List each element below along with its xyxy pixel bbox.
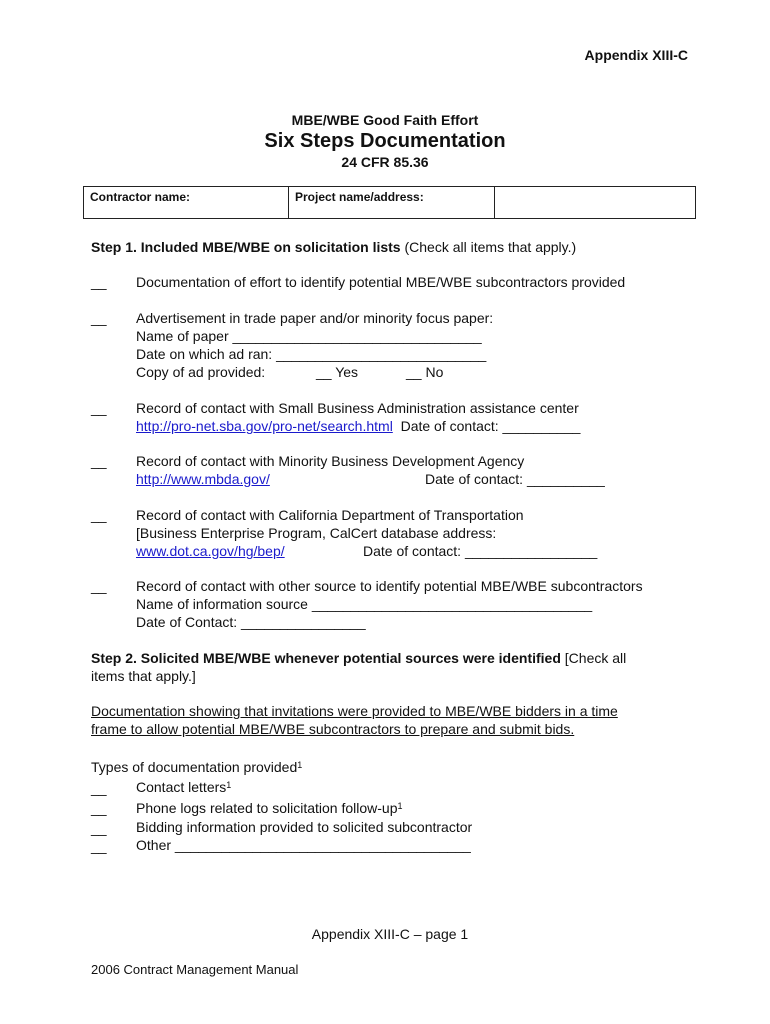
item-advertisement: [136, 309, 726, 381]
sba-link[interactable]: http://pro-net.sba.gov/pro-net/search.html: [136, 418, 393, 434]
option-bidding-information: Bidding information provided to solicited subcontractor: [136, 819, 473, 835]
checkbox-blank[interactable]: __: [91, 453, 107, 469]
checkbox-blank[interactable]: __: [91, 310, 107, 326]
item-caltrans-contact: [136, 506, 726, 560]
checkbox-blank[interactable]: __: [91, 507, 107, 523]
page-number: Appendix XIII-C – page 1: [311, 926, 469, 942]
types-of-documentation: [91, 758, 691, 776]
caltrans-link[interactable]: www.dot.ca.gov/hg/bep/: [136, 543, 285, 559]
item-sba-contact: [136, 399, 726, 435]
sba-date-of-contact: Date of contact: __________: [400, 418, 581, 434]
appendix-label: Appendix XIII-C: [584, 47, 688, 63]
caltrans-line: Record of contact with California Department of Transportation: [136, 507, 524, 523]
other-date-of-contact: Date of Contact: ________________: [136, 614, 366, 630]
title-line-1: MBE/WBE Good Faith Effort: [291, 112, 479, 128]
step1-heading-bold: Step 1. Included MBE/WBE on solicitation lists: [91, 239, 401, 255]
mbda-link[interactable]: http://www.mbda.gov/: [136, 471, 270, 487]
footnote-marker: 1: [226, 780, 232, 790]
contractor-name-cell[interactable]: Contractor name:: [84, 187, 289, 219]
copy-no-option[interactable]: __ No: [406, 364, 444, 380]
copy-yes-option[interactable]: __ Yes: [316, 364, 359, 380]
project-name-cell[interactable]: Project name/address:: [289, 187, 495, 219]
copy-of-ad-label: Copy of ad provided:: [136, 364, 266, 380]
mbda-line: Record of contact with Minority Business Development Agency: [136, 453, 525, 469]
step2-heading: [91, 649, 691, 685]
copy-of-ad-line: [136, 363, 726, 381]
manual-name: 2006 Contract Management Manual: [91, 962, 299, 977]
ad-date-line: Date on which ad ran: ___________________________: [136, 346, 487, 362]
checkbox-blank[interactable]: __: [91, 274, 107, 290]
item-other-source: [136, 577, 726, 631]
option-other: Other ______________________________________: [136, 837, 471, 853]
step1-heading-rest: (Check all items that apply.): [400, 239, 577, 255]
checkbox-blank[interactable]: __: [91, 838, 107, 854]
checkbox-blank[interactable]: __: [91, 820, 107, 836]
footnote-marker: 1: [297, 760, 303, 770]
title-line-3: 24 CFR 85.36: [341, 154, 429, 170]
checkbox-blank[interactable]: __: [91, 578, 107, 594]
step2-heading-rest: [Check all: [560, 650, 627, 666]
advertisement-line: Advertisement in trade paper and/or minority focus paper:: [136, 310, 494, 326]
step1-heading: [91, 238, 691, 256]
option-phone-logs: [136, 799, 726, 817]
step2-heading-bold: Step 2. Solicited MBE/WBE whenever potential sources were identified: [91, 650, 561, 666]
checkbox-blank[interactable]: __: [91, 400, 107, 416]
name-of-paper-line: Name of paper ________________________________: [136, 328, 482, 344]
checkbox-blank[interactable]: __: [91, 800, 107, 816]
documentation-line-2: frame to allow potential MBE/WBE subcontractors to prepare and submit bids.: [91, 721, 575, 737]
phone-logs-label: Phone logs related to solicitation follow-up: [136, 800, 398, 816]
option-contact-letters: [136, 778, 726, 796]
caltrans-date-of-contact: Date of contact: _________________: [363, 543, 598, 559]
info-table: [83, 186, 696, 219]
page-title: Six Steps Documentation: [264, 130, 506, 152]
step2-documentation-text: [91, 702, 691, 738]
item-documentation-effort: Documentation of effort to identify potential MBE/WBE subcontractors provided: [136, 274, 626, 290]
checkbox-blank[interactable]: __: [91, 780, 107, 796]
project-address-cell[interactable]: [495, 187, 696, 219]
step2-heading-line2: items that apply.]: [91, 668, 196, 684]
documentation-line-1: Documentation showing that invitations were provided to MBE/WBE bidders in a time: [91, 703, 618, 719]
contact-letters-label: Contact letters: [136, 779, 227, 795]
types-label: Types of documentation provided: [91, 759, 298, 775]
item-mbda-contact: [136, 452, 726, 488]
sba-line: Record of contact with Small Business Administration assistance center: [136, 400, 579, 416]
information-source-line: Name of information source ____________________________________: [136, 596, 593, 612]
caltrans-program-line: [Business Enterprise Program, CalCert database address:: [136, 525, 497, 541]
footnote-marker: 1: [397, 801, 403, 811]
other-source-line: Record of contact with other source to identify potential MBE/WBE subcontractors: [136, 578, 643, 594]
mbda-date-of-contact: Date of contact: __________: [425, 471, 605, 487]
